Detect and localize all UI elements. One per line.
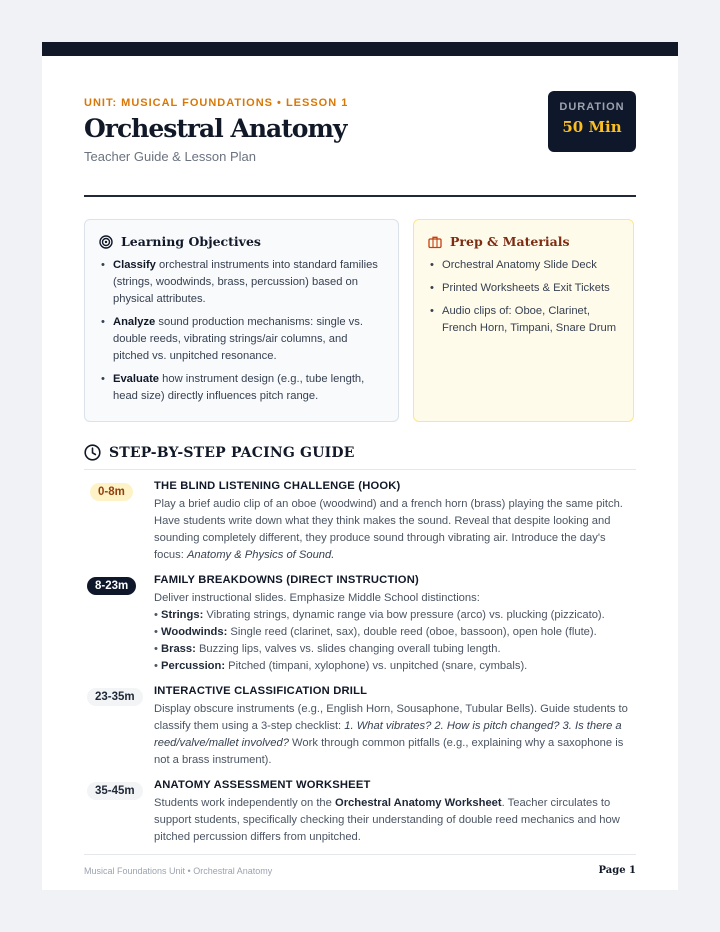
family-bullet: • Percussion: Pitched (timpani, xylophone) vs. unpitched (snare, cymbals).: [154, 660, 528, 672]
pacing-steps: [84, 480, 636, 846]
objective-text: sound production mechanisms: single vs. double reeds, vibrating strings/air columns, and pitched vs. unpitched resonance.: [113, 316, 363, 362]
footer-unit: Musical Foundations Unit • Orchestral Anatomy: [84, 865, 273, 876]
pacing-step: [84, 480, 636, 564]
step-text: [154, 496, 636, 564]
objective-text: how instrument design (e.g., tube length, head size) directly influences pitch range.: [113, 373, 365, 402]
step-text-emphasis: Anatomy & Physics of Sound.: [186, 549, 335, 561]
objective-verb: Analyze: [113, 316, 156, 328]
time-badge: 35-45m: [87, 782, 143, 800]
family-bullet: • Woodwinds: Single reed (clarinet, sax), double reed (oboe, bassoon), open hole (flute).: [154, 626, 597, 638]
page-header: [84, 97, 636, 181]
step-text-strong: Orchestral Anatomy Worksheet: [335, 797, 502, 809]
objectives-header: [99, 234, 384, 249]
family-text: Buzzing lips, valves vs. slides changing overall tubing length.: [195, 643, 501, 655]
step-text-part: Students work independently on the: [154, 797, 335, 809]
top-bar: [42, 42, 678, 56]
family-bullet: • Strings: Vibrating strings, dynamic range via bow pressure (arco) vs. plucking (pizzicato).: [154, 609, 605, 621]
family-label: Strings:: [161, 609, 204, 621]
target-icon: [99, 235, 113, 249]
step-text: [154, 590, 636, 675]
step-text-part: . Teacher circulates to support students, specifically checking their understanding of double reed mechanics and how pitched percussion differs from unpitched.: [154, 797, 620, 843]
page-subtitle: Teacher Guide & Lesson Plan: [84, 149, 256, 164]
objectives-card: [84, 219, 399, 422]
page-footer: [84, 854, 636, 876]
pacing-step: [84, 779, 636, 846]
step-text-part: Play a brief audio clip of an oboe (woodwind) and a french horn (brass) playing the same pitch. Have students write down what they think makes the sound. Reveal that despite looking and sounding completely different, they produce sound through vibrating air. Introduce the day's focus:: [154, 498, 623, 561]
lesson-page: [42, 42, 678, 890]
prep-card: [413, 219, 634, 422]
objective-item: [113, 314, 384, 365]
prep-item: • Orchestral Anatomy Slide Deck: [442, 257, 619, 274]
step-title: INTERACTIVE CLASSIFICATION DRILL: [154, 685, 368, 697]
prep-item: • Printed Worksheets & Exit Tickets: [442, 280, 619, 297]
step-text: [154, 701, 636, 769]
duration-label: DURATION: [559, 101, 625, 113]
step-title: THE BLIND LISTENING CHALLENGE (HOOK): [154, 480, 401, 492]
page-title: Orchestral Anatomy: [84, 114, 347, 143]
page-number: Page 1: [598, 865, 636, 876]
objective-verb: Classify: [113, 259, 156, 271]
time-badge: 23-35m: [87, 688, 143, 706]
objectives-list: [99, 257, 384, 405]
step-intro: Deliver instructional slides. Emphasize Middle School distinctions:: [154, 592, 480, 604]
objective-item: [113, 371, 384, 405]
step-title: FAMILY BREAKDOWNS (DIRECT INSTRUCTION): [154, 574, 419, 586]
family-text: Vibrating strings, dynamic range via bow pressure (arco) vs. plucking (pizzicato).: [203, 609, 605, 621]
unit-kicker: UNIT: MUSICAL FOUNDATIONS • LESSON 1: [84, 97, 349, 109]
prep-item: • Audio clips of: Oboe, Clarinet, French Horn, Timpani, Snare Drum: [442, 303, 619, 337]
objective-verb: Evaluate: [113, 373, 160, 385]
pacing-step: [84, 574, 636, 675]
briefcase-icon: [428, 235, 442, 249]
overview-cards: [84, 219, 636, 422]
pacing-step: [84, 685, 636, 769]
time-badge: 0-8m: [90, 483, 133, 501]
objectives-title: Learning Objectives: [121, 234, 261, 249]
objective-text: orchestral instruments into standard families (strings, woodwinds, brass, percussion) based on physical attributes.: [113, 259, 378, 305]
pacing-header: [84, 444, 636, 470]
prep-title: Prep & Materials: [450, 234, 570, 249]
objective-item: [113, 257, 384, 308]
family-label: Woodwinds:: [161, 626, 228, 638]
header-rule: [84, 195, 636, 197]
time-badge: 8-23m: [87, 577, 136, 595]
family-text: Single reed (clarinet, sax), double reed (oboe, bassoon), open hole (flute).: [227, 626, 597, 638]
duration-box: [548, 91, 636, 152]
family-label: Percussion:: [161, 660, 226, 672]
clock-icon: [84, 444, 101, 461]
step-text-part: Work through common pitfalls (e.g., explaining why a saxophone is not a brass instrument).: [154, 737, 624, 766]
step-title: ANATOMY ASSESSMENT WORKSHEET: [154, 779, 371, 791]
family-text: Pitched (timpani, xylophone) vs. unpitched (snare, cymbals).: [225, 660, 528, 672]
step-text-part: Display obscure instruments (e.g., English Horn, Sousaphone, Tubular Bells). Guide students to classify them using a 3-step checklist:: [154, 703, 628, 732]
prep-list: [428, 257, 619, 337]
family-label: Brass:: [161, 643, 196, 655]
prep-header: [428, 234, 619, 249]
duration-value: 50 Min: [562, 118, 622, 136]
step-text: [154, 795, 636, 846]
step-text-emphasis: 1. What vibrates? 2. How is pitch changed? 3. Is there a reed/valve/mallet involved?: [154, 720, 622, 749]
family-bullet: • Brass: Buzzing lips, valves vs. slides changing overall tubing length.: [154, 643, 501, 655]
pacing-title: STEP-BY-STEP PACING GUIDE: [109, 444, 355, 461]
